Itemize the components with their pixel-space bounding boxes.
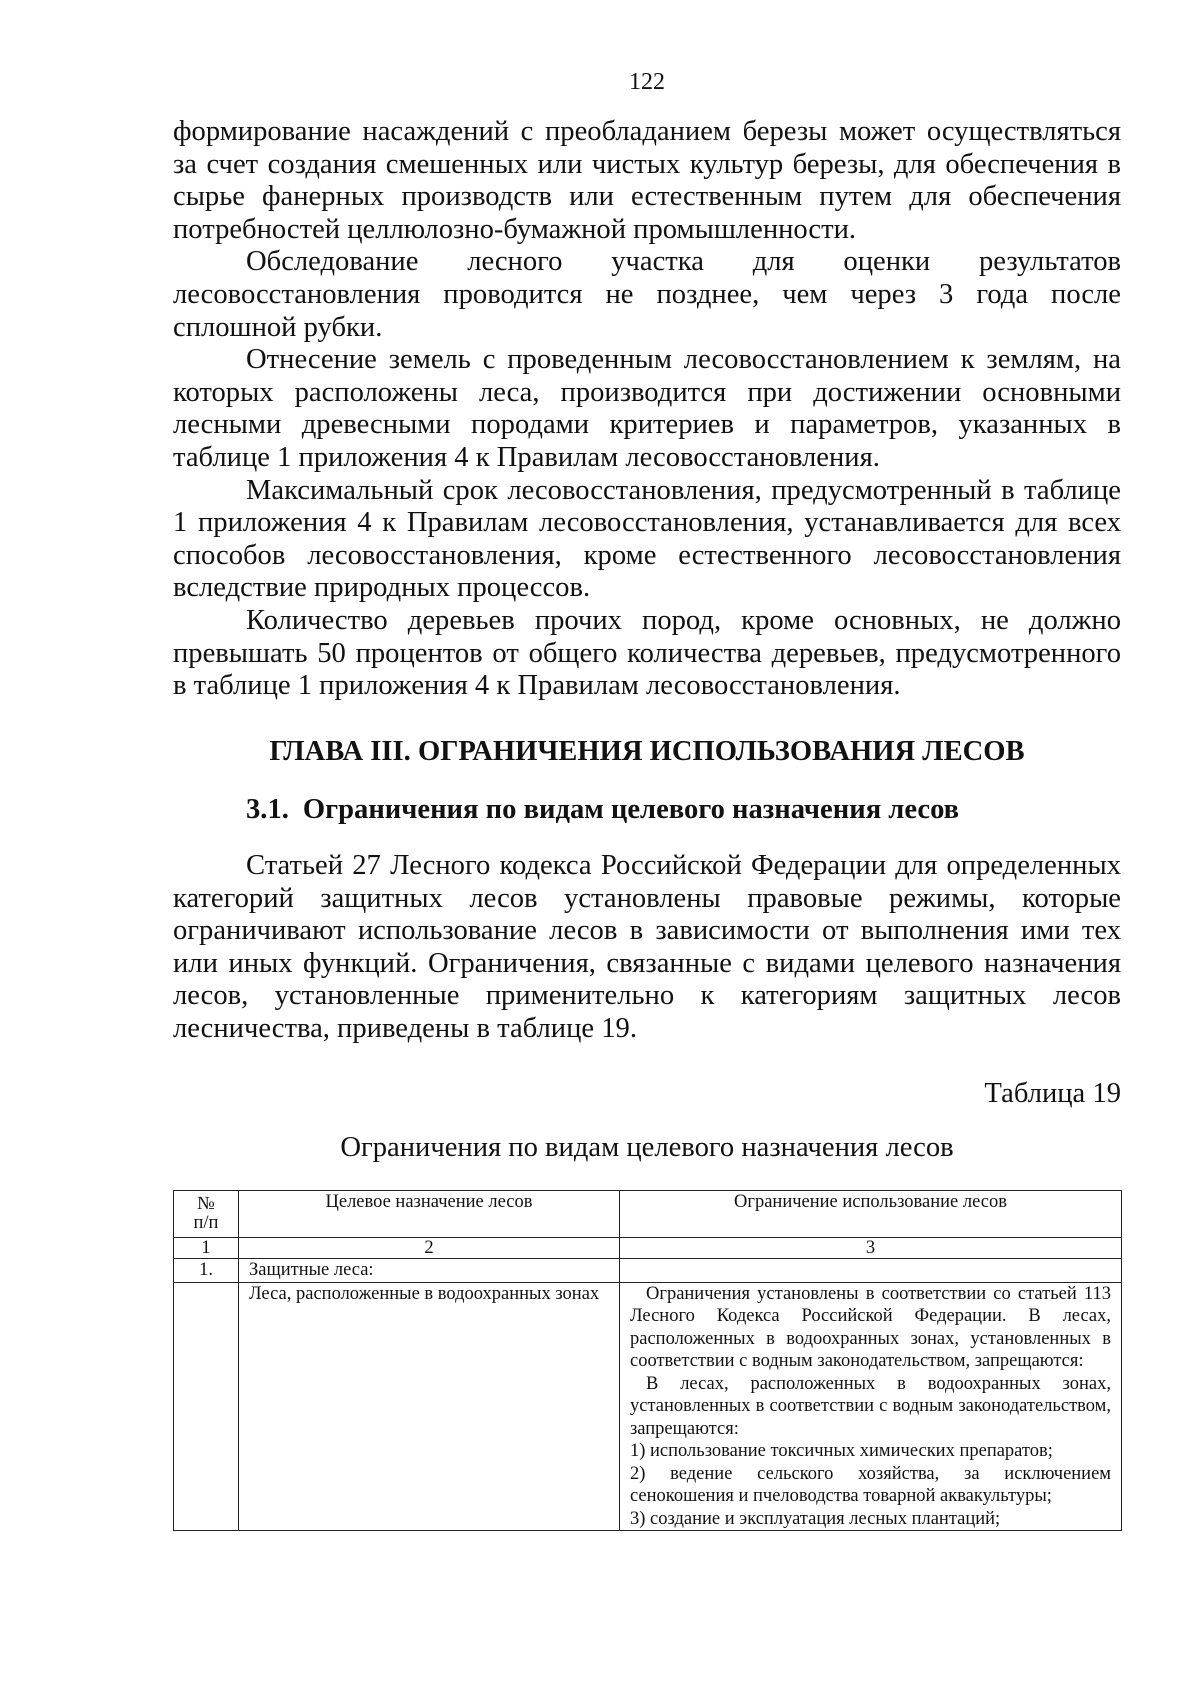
header-number-label: № п/п — [193, 1194, 219, 1233]
restriction-text: В лесах, расположенных в водоохранных зонах, установленных в соответствии с водным законодательством, запрещаются: — [630, 1373, 1111, 1439]
section-number: 3.1. — [246, 794, 289, 825]
body-text — [173, 116, 1121, 703]
paragraph: Обследование лесного участка для оценки результатов лесовосстановления проводится не позднее, чем через 3 года после сплошной рубки. — [173, 246, 1121, 343]
row-restriction — [620, 1282, 1122, 1531]
intro-text — [173, 850, 1121, 1046]
column-number-row — [174, 1238, 1122, 1259]
restriction-text: Ограничения установлены в соответствии со статьей 113 Лесного Кодекса Российской Федерации. В лесах, расположенных в водоохранных зонах, установленных в соответствии с водным законодательством, запрещаются: — [630, 1283, 1111, 1371]
restriction-item: 3) создание и эксплуатация лесных плантаций; — [630, 1508, 1001, 1529]
table-label: Таблица 19 — [984, 1078, 1121, 1109]
column-number: 1 — [174, 1238, 239, 1259]
table-row — [174, 1259, 1122, 1283]
table-row — [174, 1282, 1122, 1531]
header-cell-restriction: Ограничение использование лесов — [620, 1191, 1122, 1238]
paragraph: Максимальный срок лесовосстановления, предусмотренный в таблице 1 приложения 4 к Правилам лесовосстановления, устанавливается для всех способов лесовосстановления, кроме естественного лесовосстановления вследствие природных процессов. — [173, 474, 1121, 604]
row-number — [174, 1282, 239, 1531]
header-cell-purpose: Целевое назначение лесов — [239, 1191, 620, 1238]
row-purpose: Леса, расположенные в водоохранных зонах — [239, 1282, 620, 1531]
table-header-row — [174, 1191, 1122, 1238]
column-number: 3 — [620, 1238, 1122, 1259]
paragraph: Количество деревьев прочих пород, кроме основных, не должно превышать 50 процентов от общего количества деревьев, предусмотренного в таблице 1 приложения 4 к Правилам лесовосстановления. — [173, 604, 1121, 702]
section-heading — [246, 793, 959, 827]
paragraph: Статьей 27 Лесного кодекса Российской Федерации для определенных категорий защитных лесов установлены правовые режимы, которые ограничивают использование лесов в зависимости от выполнения ими тех или иных функций. Ограничения, связанные с видами целевого назначения лесов, установленные применительно к категориям защитных лесов лесничества, приведены в таблице 19. — [173, 850, 1121, 1044]
row-purpose: Защитные леса: — [239, 1259, 620, 1283]
header-cell-number — [174, 1191, 239, 1238]
restrictions-table — [173, 1190, 1122, 1531]
page-number: 122 — [629, 69, 665, 95]
paragraph: формирование насаждений с преобладанием березы может осуществляться за счет создания смешенных или чистых культур березы, для обеспечения в сырье фанерных производств или естественным путем для обеспечения потребностей целлюлозно-бумажной промышленности. — [173, 116, 1121, 245]
row-restriction — [620, 1259, 1122, 1283]
restriction-item: 1) использование токсичных химических препаратов; — [630, 1441, 1053, 1461]
row-number: 1. — [174, 1259, 239, 1283]
restriction-item: 2) ведение сельского хозяйства, за исключением сенокошения и пчеловодства товарной аквакультуры; — [630, 1463, 1111, 1506]
paragraph: Отнесение земель с проведенным лесовосстановлением к землям, на которых расположены леса, производится при достижении основными лесными древесными породами критериев и параметров, указанных в таблице 1 приложения 4 к Правилам лесовосстановления. — [173, 344, 1121, 473]
table-title: Ограничения по видам целевого назначения лесов — [340, 1132, 954, 1163]
section-title: Ограничения по видам целевого назначения лесов — [302, 794, 960, 825]
column-number: 2 — [239, 1238, 620, 1259]
chapter-title: ГЛАВА III. ОГРАНИЧЕНИЯ ИСПОЛЬЗОВАНИЯ ЛЕСОВ — [269, 736, 1025, 767]
